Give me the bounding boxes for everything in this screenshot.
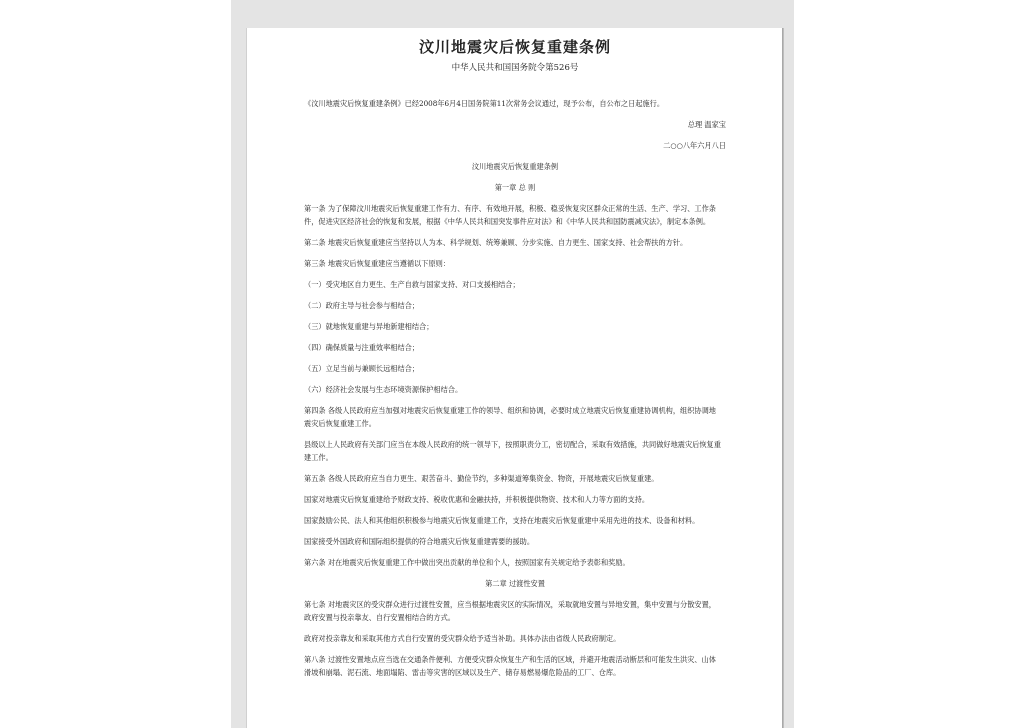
article-line: 第六条 对在地震灾后恢复重建工作中做出突出贡献的单位和个人，按照国家有关规定给予表彰和奖励。 [304, 558, 630, 567]
signing-date: 二○○八年六月八日 [663, 141, 726, 150]
article-line: 滑坡和崩塌、泥石流、地面塌陷、雷击等灾害的区域以及生产、储存易燃易爆危险品的工厂、仓库。 [304, 668, 621, 677]
article-line: 建工作。 [304, 453, 333, 462]
article-line: 第一条 为了保障汶川地震灾后恢复重建工作有力、有序、有效地开展，积极、稳妥恢复灾区群众正常的生活、生产、学习、工作条 [304, 204, 716, 213]
principle-item: （二）政府主导与社会参与相结合； [304, 301, 420, 310]
article-line: 国家对地震灾后恢复重建给予财政支持、税收优惠和金融扶持，并积极提供物资、技术和人力等方面的支持。 [304, 495, 650, 504]
signatory: 总理 温家宝 [687, 120, 726, 129]
article-line: 县级以上人民政府有关部门应当在本级人民政府的统一领导下，按照职责分工，密切配合，采取有效措施，共同做好地震灾后恢复重 [304, 440, 721, 449]
article-line: 政府对投亲靠友和采取其他方式自行安置的受灾群众给予适当补助。具体办法由省级人民政府制定。 [304, 634, 621, 643]
principle-item: （三）就地恢复重建与异地新建相结合； [304, 322, 434, 331]
page-title: 汶川地震灾后恢复重建条例 [418, 38, 611, 56]
principle-item: （五）立足当前与兼顾长远相结合； [304, 364, 420, 373]
article-line: 第三条 地震灾后恢复重建应当遵循以下原则： [304, 259, 451, 268]
document-heading: 汶川地震灾后恢复重建条例 [471, 162, 559, 171]
principle-item: （一）受灾地区自力更生、生产自救与国家支持、对口支援相结合； [304, 280, 520, 289]
principle-item: （六）经济社会发展与生态环境资源保护相结合。 [304, 385, 463, 394]
chapter-heading: 第二章 过渡性安置 [485, 579, 545, 588]
article-line: 第二条 地震灾后恢复重建应当坚持以人为本、科学规划、统筹兼顾、分步实施、自力更生、国家支持、社会帮扶的方针。 [304, 238, 688, 247]
article-line: 第七条 对地震灾区的受灾群众进行过渡性安置，应当根据地震灾区的实际情况，采取就地安置与异地安置，集中安置与分散安置， [304, 600, 716, 609]
chapter-heading: 第一章 总 则 [494, 183, 536, 192]
article-line: 政府安置与投亲靠友、自行安置相结合的方式。 [304, 613, 455, 622]
document-page [247, 28, 783, 728]
article-line: 第五条 各级人民政府应当自力更生、艰苦奋斗、勤俭节约，多种渠道筹集资金、物资，开展地震灾后恢复重建。 [304, 474, 659, 483]
promulgation-text: 《汶川地震灾后恢复重建条例》已经2008年6月4日国务院第11次常务会议通过，现予公布，自公布之日起施行。 [304, 99, 665, 108]
article-line: 国家鼓励公民、法人和其他组织积极参与地震灾后恢复重建工作，支持在地震灾后恢复重建中采用先进的技术、设备和材料。 [304, 516, 700, 525]
principle-item: （四）确保质量与注重效率相结合； [304, 343, 420, 352]
article-line: 第四条 各级人民政府应当加强对地震灾后恢复重建工作的领导、组织和协调，必要时成立地震灾后恢复重建协调机构，组织协调地 [304, 406, 716, 415]
article-line: 震灾后恢复重建工作。 [304, 419, 376, 428]
article-line: 第八条 过渡性安置地点应当选在交通条件便利、方便受灾群众恢复生产和生活的区域，并避开地震活动断层和可能发生洪灾、山体 [304, 655, 716, 664]
article-line: 国家接受外国政府和国际组织提供的符合地震灾后恢复重建需要的援助。 [304, 537, 535, 546]
article-line: 件，促进灾区经济社会的恢复和发展，根据《中华人民共和国突发事件应对法》和《中华人民共和国防震减灾法》，制定本条例。 [304, 217, 711, 226]
decree-number: 中华人民共和国国务院令第526号 [451, 63, 579, 73]
